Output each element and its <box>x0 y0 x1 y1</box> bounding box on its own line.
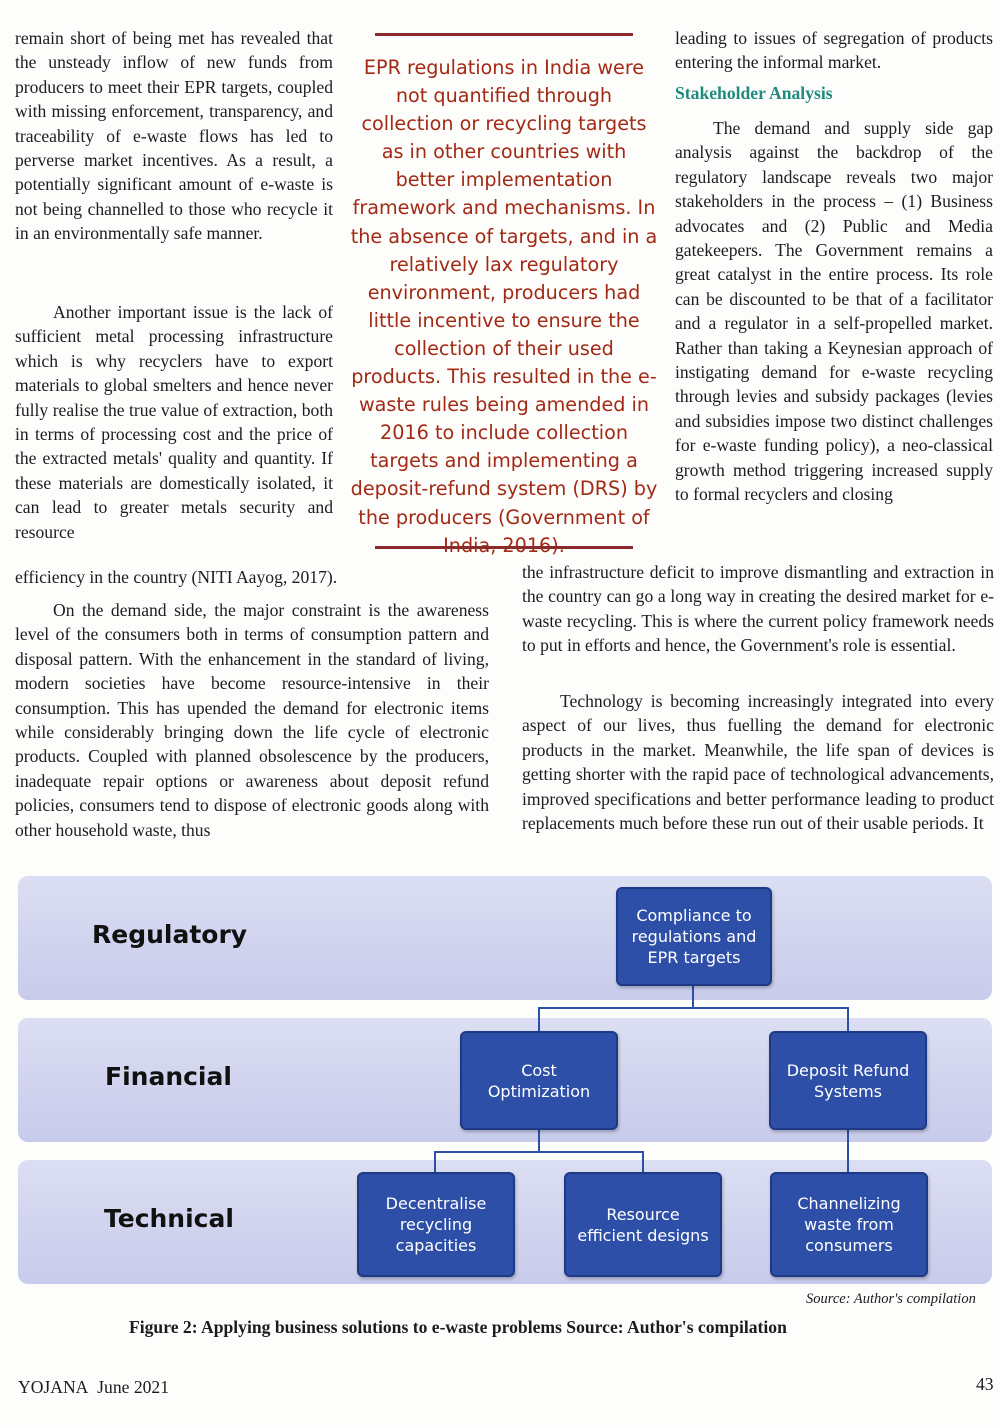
figure-source: Source: Author's compilation <box>806 1291 976 1307</box>
right-paragraph-3: Technology is becoming increasingly integrated into every aspect of our lives, thus fuelling the demand for electronic products in the market. Meanwhile, the life span of devices is getting shorter with the rapid pace of technological advancements, improved specifications and better performance leading to product replacements much before these run out of their usable periods. It <box>522 691 994 834</box>
connector-decentralise-up <box>434 1151 436 1173</box>
right-paragraph-2-cont: the infrastructure deficit to improve dismantling and extraction in the country can go a long way in creating the desired market for e-waste recycling. This is where the current policy framework needs to put in efforts and hence, the Government's role is essential. <box>522 562 994 656</box>
connector-resource-up <box>642 1151 644 1173</box>
page-number: 43 <box>976 1374 994 1394</box>
right-paragraph-1: leading to issues of segregation of products entering the informal market. <box>675 28 993 73</box>
node-compliance: Compliance to regulations and EPR targets <box>616 887 772 986</box>
connector-deposit-up <box>847 1007 849 1032</box>
figure-caption: Figure 2: Applying business solutions to e-waste problems Source: Author's compilation <box>129 1317 787 1337</box>
footer-magazine-name: YOJANA <box>18 1377 89 1397</box>
connector-compliance-down <box>692 985 694 1008</box>
pullquote-bottom-rule <box>375 546 633 549</box>
node-channelizing: Channelizing waste from consumers <box>770 1172 928 1277</box>
pullquote: EPR regulations in India were not quantified through collection or recycling targets as in other countries with better implementation framework and mechanisms. In the absence of targets, and in a relatively lax regulatory environment, producers had little incentive to ensure the collection of their used products. This resulted in the e-waste rules being amended in 2016 to include collection targets and implementing a deposit-refund system (DRS) by the producers (Government of <box>350 56 658 529</box>
section-heading: Stakeholder Analysis <box>675 83 833 103</box>
footer-issue: June 2021 <box>97 1377 170 1397</box>
node-resource-efficient: Resource efficient designs <box>564 1172 722 1277</box>
pullquote-top-rule <box>375 33 633 36</box>
left-paragraph-2-cont: efficiency in the country (NITI Aayog, 2017). <box>15 567 338 587</box>
connector-technical-bar <box>434 1151 644 1153</box>
footer-magazine <box>18 1377 169 1398</box>
connector-cost-down <box>538 1128 540 1153</box>
band-label-financial: Financial <box>105 1062 232 1091</box>
right-paragraph-2: The demand and supply side gap analysis against the backdrop of the regulatory landscape reveals two major stakeholders in the process – (1) Business advocates and (2) Public and Media gatekeepers. The Government remains a great catalyst in the entire process. Its role can be discounted to be that of a facilitator and a regulator in a self-propelled market. Rather than taking a Keynesian approach of instigating demand for e-waste recycling through levies and subsidy packages (levies and subsidies impose two distinct challenges for e-waste funding policy), a neo-classical growth method triggering increased supply to formal recyclers and closing <box>675 118 993 505</box>
connector-financial-bar <box>538 1007 849 1009</box>
node-decentralise: Decentralise recycling capacities <box>357 1172 515 1277</box>
band-label-technical: Technical <box>104 1204 234 1233</box>
node-cost-optimization: Cost Optimization <box>460 1031 618 1130</box>
node-deposit-refund: Deposit Refund Systems <box>769 1031 927 1130</box>
connector-deposit-down <box>847 1128 849 1172</box>
connector-cost-up <box>538 1007 540 1032</box>
left-paragraph-3: On the demand side, the major constraint is the awareness level of the consumers both in terms of consumption pattern and disposal pattern. With the enhancement in the standard of living, modern societies have become resource-intensive in their consumption. This has upended the demand for electronic items while considerably bringing down the life cycle of electronic products. Coupled with planned obsolescence by the producers, inadequate repair options or awareness about deposit refund policies, consumers tend to dispose of electronic goods along with other household waste, thus <box>15 600 489 840</box>
left-paragraph-2: Another important issue is the lack of sufficient metal processing infrastructure which is why recyclers have to export materials to global smelters and hence never fully realise the true value of extraction, both in terms of processing cost and the price of the extracted metals' quality and quantity. If these materials are domestically isolated, it can lead to greater metals security and resource <box>15 302 333 542</box>
left-paragraph-1: remain short of being met has revealed that the unsteady inflow of new funds from producers to meet their EPR targets, coupled with missing enforcement, transparency, and traceability of e-waste flows has led to perverse market incentives. As a result, a potentially significant amount of e-waste is not being channelled to those who recycle it in an environmentally safe manner. <box>15 28 333 244</box>
band-label-regulatory: Regulatory <box>92 920 248 949</box>
